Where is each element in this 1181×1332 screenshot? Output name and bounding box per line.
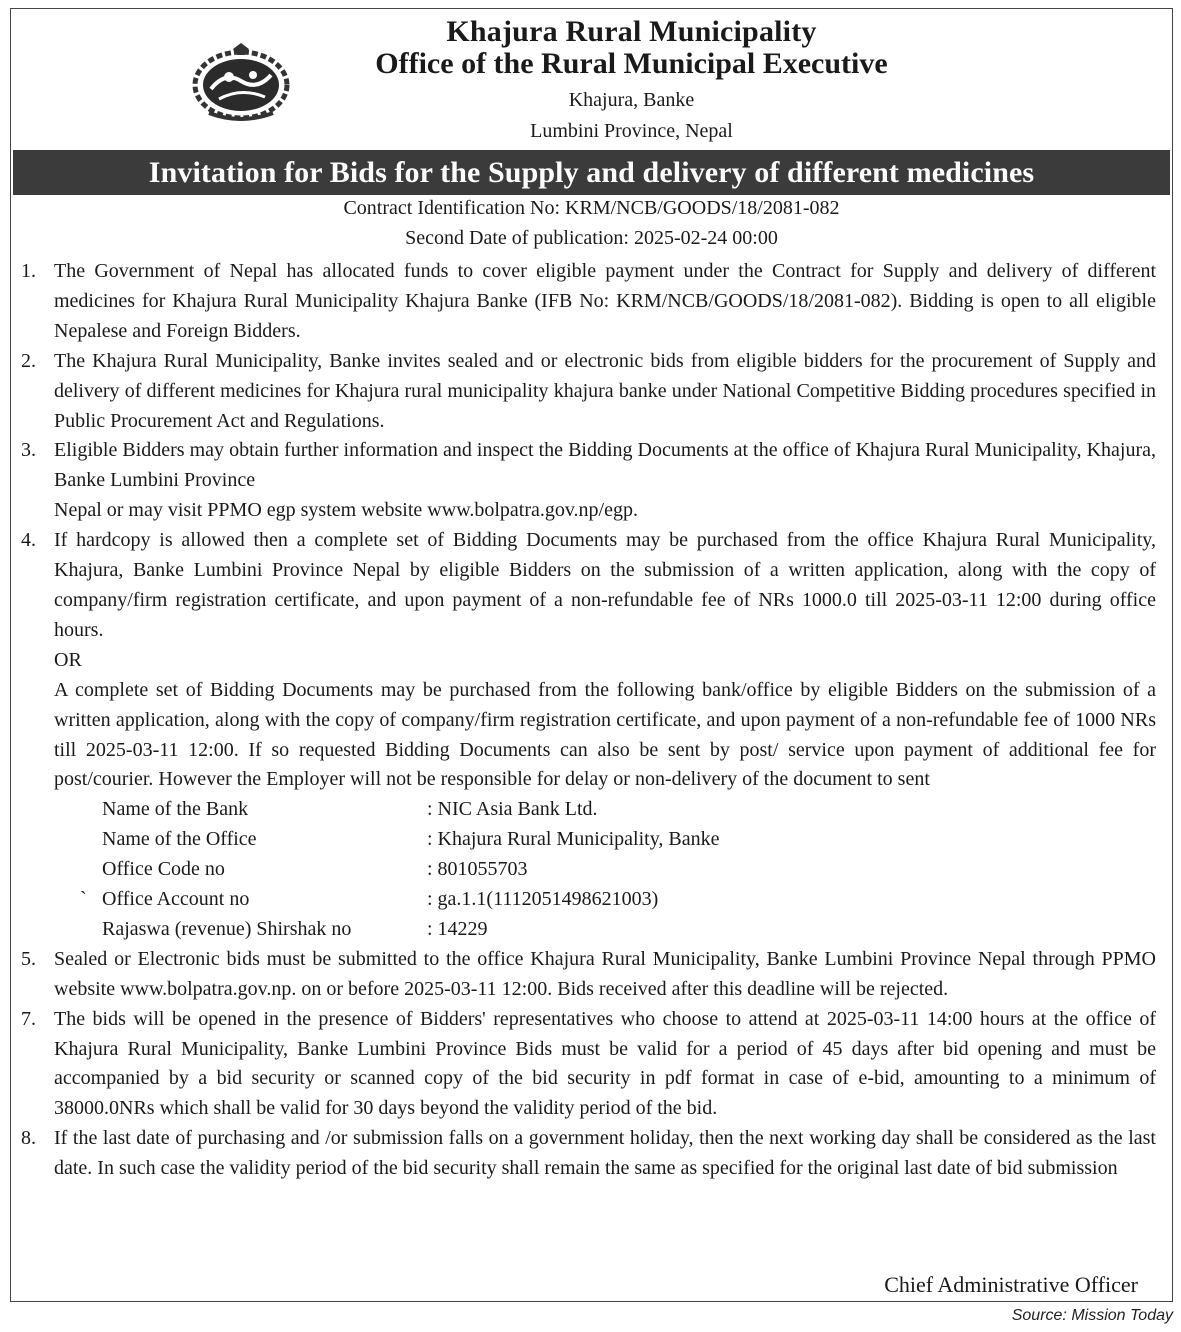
item-text: Sealed or Electronic bids must be submitted to the office Khajura Rural Municipality, Banke Lumbini Province Nepal through PPMO website www.bolpatra.gov.np. on or before 2025-03-11 12:00. Bids received after this deadline will be rejected. xyxy=(54,947,1156,1000)
item-number: 2. xyxy=(21,349,36,372)
item-text: If hardcopy is allowed then a complete set of Bidding Documents may be purchased from the office Khajura Rural Municipality, Khajura, Banke Lumbini Province Nepal by eligible Bidders on the submission of a written application, along with the copy of company/firm registration certificate, and upon payment of a non-refundable fee of NRs 1000.0 till 2025-03-11 12:00 during office hours. xyxy=(54,529,1156,641)
item-text: Eligible Bidders may obtain further information and inspect the Bidding Documents at the office of Khajura Rural Municipality, Khajura, Banke Lumbini Province xyxy=(54,439,1156,492)
bank-label xyxy=(80,885,427,915)
item-number: 7. xyxy=(21,1007,36,1030)
item-number: 4. xyxy=(21,529,36,552)
bank-details-table xyxy=(80,795,720,945)
list-item xyxy=(21,526,1156,945)
notice-title-banner: Invitation for Bids for the Supply and delivery of different medicines xyxy=(13,150,1170,195)
item-number: 3. xyxy=(21,439,36,462)
table-row xyxy=(102,825,720,855)
item-text: If the last date of purchasing and /or submission falls on a government holiday, then the next working day shall be considered as the last date. In such case the validity period of the bid security shall remain the same as specified for the original last date of bid submission xyxy=(54,1127,1156,1180)
item-text: The bids will be opened in the presence of Bidders' representatives who choose to attend at 2025-03-11 14:00 hours at the office of Khajura Rural Municipality, Banke Lumbini Province Bids must be valid for a period of 45 days after bid opening and must be accompanied by a bid security or scanned copy of the bid security in pdf format in case of e-bid, amounting to a minimum of 38000.0NRs which shall be valid for 30 days beyond the validity period of the bid. xyxy=(54,1007,1156,1120)
list-item xyxy=(21,1005,1156,1125)
bank-label: Name of the Office xyxy=(102,828,257,851)
source-credit: Source: Mission Today xyxy=(1011,1307,1173,1324)
municipality-name: Khajura Rural Municipality xyxy=(446,15,817,48)
item-text-continued: A complete set of Bidding Documents may be purchased from the following bank/office by eligible Bidders on the submission of a written application, along with the copy of company/firm registration certificate, and upon payment of a non-refundable fee of 1000 NRs till 2025-03-11 12:00. If so requested Bidding Documents can also be sent by post/ service upon payment of additional fee for post/courier. However the Employer will not be responsible for delay or non-delivery of the document to sent xyxy=(54,678,1156,791)
office-name: Office of the Rural Municipal Executive xyxy=(375,47,888,80)
table-row xyxy=(102,855,720,885)
list-item xyxy=(21,436,1156,526)
item-text: The Khajura Rural Municipality, Banke invites sealed and or electronic bids from eligible bidders for the procurement of Supply and delivery of different medicines for Khajura rural municipality khajura banke under National Competitive Bidding procedures specified in Public Procurement Act and Regulations. xyxy=(54,349,1156,432)
list-item xyxy=(21,945,1156,1005)
office-location: Khajura, Banke xyxy=(568,89,695,111)
bank-label-text: Office Account no xyxy=(102,888,250,911)
or-separator: OR xyxy=(54,648,82,671)
list-item xyxy=(21,347,1156,437)
notice-body xyxy=(21,257,1156,1184)
publication-date: Second Date of publication: 2025-02-24 00:00 xyxy=(405,227,778,249)
contract-id: Contract Identification No: KRM/NCB/GOODS/18/2081-082 xyxy=(343,197,840,219)
bank-label: Rajaswa (revenue) Shirshak no xyxy=(102,917,352,940)
office-province: Lumbini Province, Nepal xyxy=(530,120,733,142)
item-text-continued: Nepal or may visit PPMO egp system website www.bolpatra.gov.np/egp. xyxy=(54,499,638,522)
item-number: 8. xyxy=(21,1127,36,1150)
table-row xyxy=(102,915,720,945)
bank-value: : 801055703 xyxy=(427,858,528,881)
bank-value: : NIC Asia Bank Ltd. xyxy=(427,798,598,821)
notice-frame xyxy=(10,8,1173,1302)
list-item xyxy=(21,257,1156,347)
bank-label: Office Code no xyxy=(102,858,225,881)
bank-value: : Khajura Rural Municipality, Banke xyxy=(427,828,720,851)
table-row xyxy=(102,795,720,825)
list-item xyxy=(21,1124,1156,1184)
notice-header xyxy=(11,9,1172,149)
item-text: The Government of Nepal has allocated funds to cover eligible payment under the Contract for Supply and delivery of different medicines for Khajura Rural Municipality Khajura Banke (IFB No: KRM/NCB/GOODS/18/2081-082). Bidding is open to all eligible Nepalese and Foreign Bidders. xyxy=(54,260,1156,342)
bank-value: : 14229 xyxy=(427,917,488,940)
bank-value: : ga.1.1(1112051498621003) xyxy=(427,888,659,911)
item-number: 1. xyxy=(21,260,36,282)
item-number: 5. xyxy=(21,947,36,970)
table-row xyxy=(102,885,720,915)
stray-tick-mark: ` xyxy=(80,888,87,911)
signatory-title: Chief Administrative Officer xyxy=(884,1272,1138,1297)
bank-label: Name of the Bank xyxy=(102,798,249,821)
